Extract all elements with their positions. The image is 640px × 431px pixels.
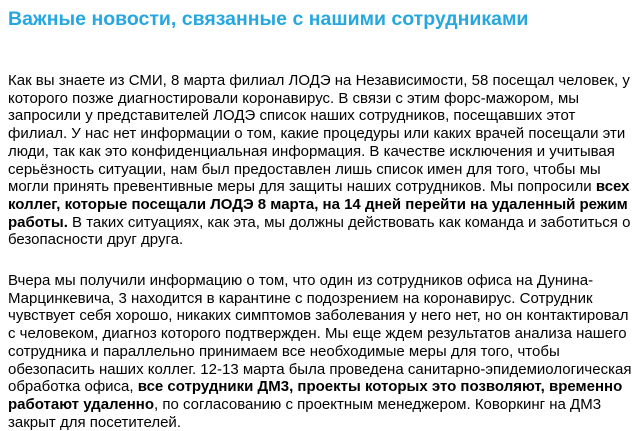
text-run: Вчера мы получили информацию о том, что один из сотрудников офиса на Дунина-Марцинкевича, 3 находится в карантине с подозрением на коронавирус. Сотрудник чувствует себя хорошо, никаких симптомов заболевания у него нет, но он контактировал с человеком, диагноз которого подтвержден. Мы еще ждем результатов анализа нашего сотрудника и параллельно принимаем все необходимые меры для того, чтобы обезопасить наших коллег. 12-13 марта была проведена санитарно-эпидемиологическая обработка офиса, — [8, 272, 632, 396]
text-run-bold: все сотрудники ДМ3, проекты которых это позволяют, временно работают удаленно — [8, 378, 623, 413]
paragraph-employees-lode — [8, 72, 632, 249]
page-title: Важные новости, связанные с нашими сотрудниками — [8, 8, 529, 30]
text-run: , по согласованию с проектным менеджером. Коворкинг на ДМ3 закрыт для посетителей. — [8, 395, 602, 431]
text-run-bold: всех коллег, которые посещали ЛОДЭ 8 марта, на 14 дней перейти на удаленный режим работы. — [8, 178, 630, 231]
text-run: В таких ситуациях, как эта, мы должны действовать как команда и заботиться о безопасности друг друга. — [8, 213, 631, 249]
paragraph-quarantine-dm3 — [8, 272, 632, 431]
document-page — [8, 8, 632, 431]
text-run: Как вы знаете из СМИ, 8 марта филиал ЛОДЭ на Независимости, 58 посещал человек, у которого позже диагностировали коронавирус. В связи с этим форс-мажором, мы запросили у представителей ЛОДЭ список наших сотрудников, посещавших этот филиал. У нас нет информации о том, какие процедуры или каких врачей посещали эти люди, так как это конфиденциальная информация. В качестве исключения и учитывая серьёзность ситуации, нам был предоставлен лишь список имен для того, чтобы мы могли принять превентивные меры для защиты наших сотрудников. Мы попросили — [8, 72, 630, 196]
